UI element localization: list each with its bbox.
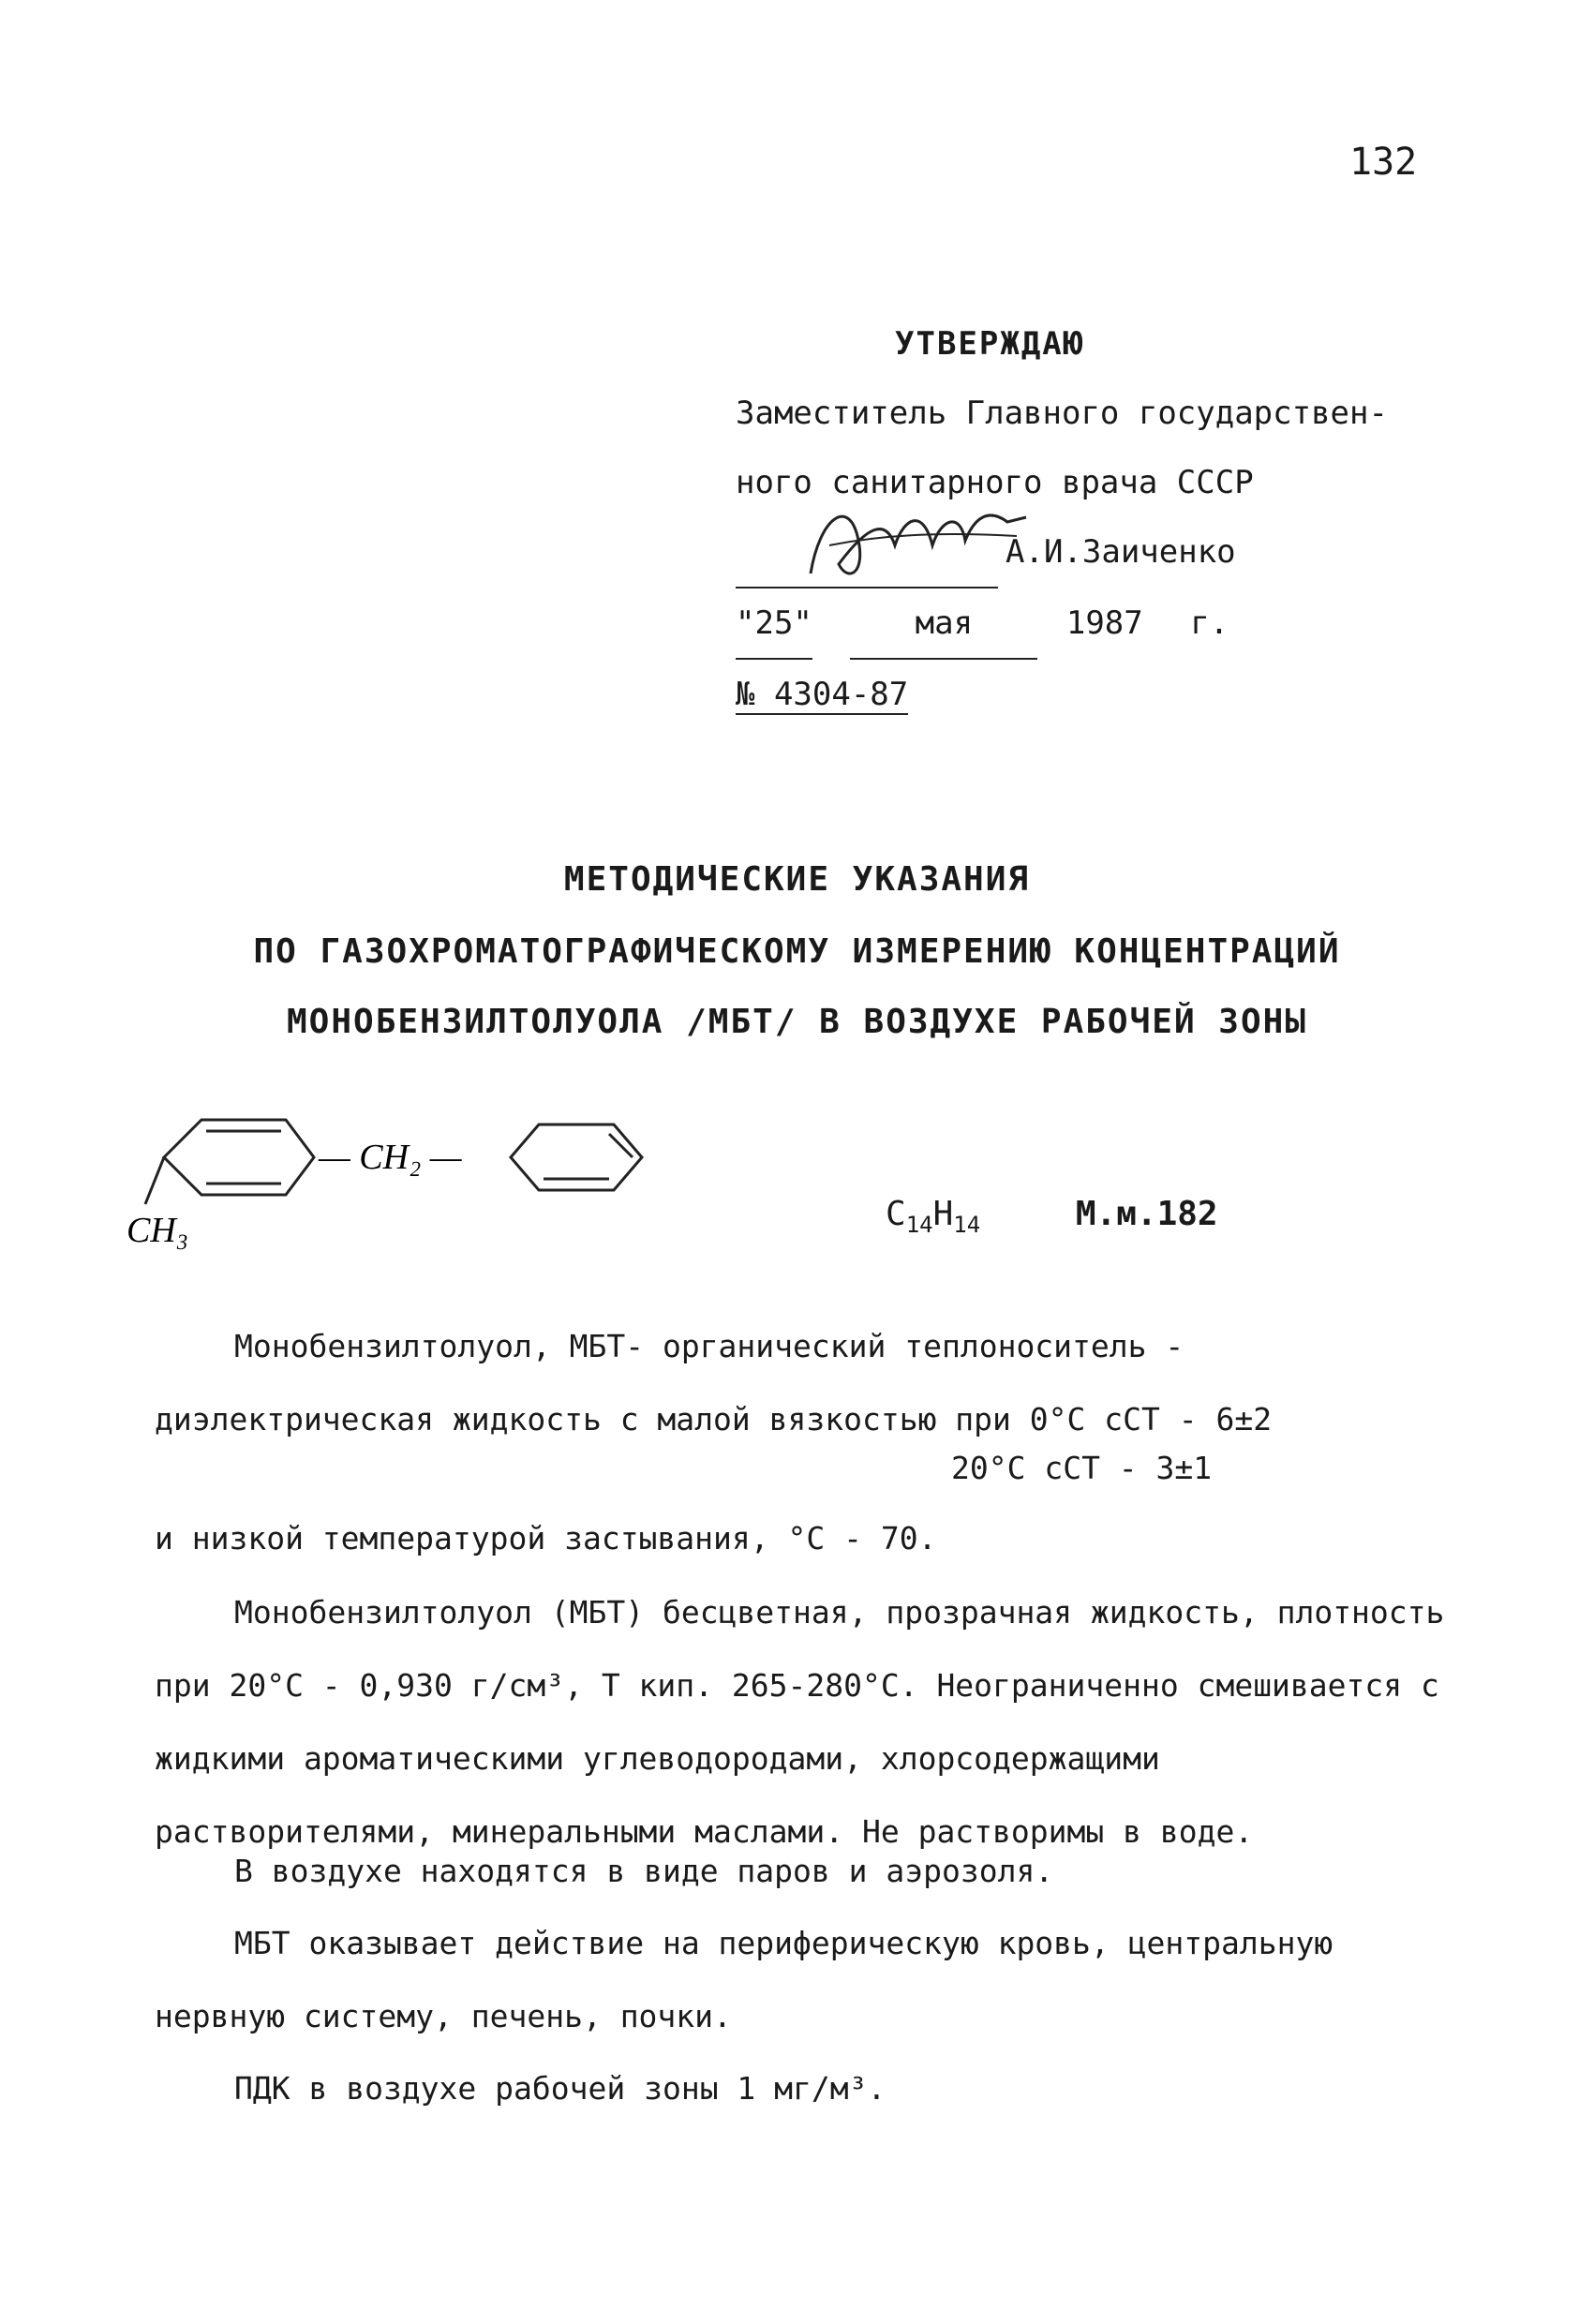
paragraph-3: В воздухе находятся в виде паров и аэрозоля. [234, 1853, 1054, 1889]
heading-line1: МЕТОДИЧЕСКИЕ УКАЗАНИЯ [563, 860, 1031, 899]
page-number: 132 [1349, 141, 1418, 184]
ch3-label: CH₃ [127, 1211, 188, 1250]
date-day: "25" [736, 588, 812, 660]
ch2-label: — CH₂ — [319, 1138, 462, 1177]
paragraph-5: ПДК в воздухе рабочей зоны 1 мг/м³. [234, 2070, 886, 2107]
paragraph-4: МБТ оказывает действие на периферическую кровь, центральную нервную систему, печень, почки. [155, 1925, 1333, 2034]
date-suffix: г. [1190, 604, 1229, 642]
molecular-formula [886, 1195, 1218, 1238]
approval-position-line1: Заместитель Главного государствен- [736, 395, 1388, 432]
handwritten-signature [792, 480, 1035, 592]
paragraph-1: Монобензилтолуол, МБТ- органический теплоноситель - диэлектрическая жидкость с малой вязкостью при 0°С сСТ - 6±2 [155, 1328, 1273, 1438]
approver-name: А.И.Заиченко [1006, 533, 1236, 571]
formula-c-sub: 14 [905, 1212, 933, 1239]
document-number: № 4304-87 [736, 676, 909, 713]
paragraph-2: Монобензилтолуол (МБТ) бесцветная, прозрачная жидкость, плотность при 20°С - 0,930 г/см³, Т кип. 265-280°С. Неограниченно смешивается с жидкими ароматическими углеводородами, хлорсодержащими растворителями, минеральными маслами. Не растворимы в воде. [155, 1594, 1445, 1850]
formula-c: C [886, 1195, 906, 1233]
formula-h: H [932, 1195, 954, 1233]
heading-line2: ПО ГАЗОХРОМАТОГРАФИЧЕСКОМУ ИЗМЕРЕНИЮ КОНЦЕНТРАЦИЙ [253, 932, 1341, 971]
date-year: 1987 [1065, 604, 1143, 642]
paragraph-1-continuation: 20°С сСТ - 3±1 [951, 1450, 1213, 1486]
approval-title: УТВЕРЖДАЮ [895, 325, 1085, 363]
structural-formula [127, 1101, 689, 1270]
signature-line [736, 517, 1388, 588]
molar-mass: М.м.182 [1075, 1195, 1218, 1233]
heading-line3: МОНОБЕНЗИЛТОЛУОЛА /МБТ/ В ВОЗДУХЕ РАБОЧЕЙ ЗОНЫ [287, 1003, 1307, 1041]
approval-date [736, 588, 1388, 660]
approval-block [736, 309, 1388, 729]
date-month: мая [850, 588, 1037, 660]
benzene-ring-right [511, 1125, 642, 1190]
benzene-ring-left [145, 1120, 314, 1204]
paragraph-1-end: и низкой температурой застывания, °С - 70. [155, 1520, 937, 1557]
formula-h-sub: 14 [953, 1212, 981, 1239]
approval-position-line2: ного санитарного врача СССР [736, 464, 1254, 501]
